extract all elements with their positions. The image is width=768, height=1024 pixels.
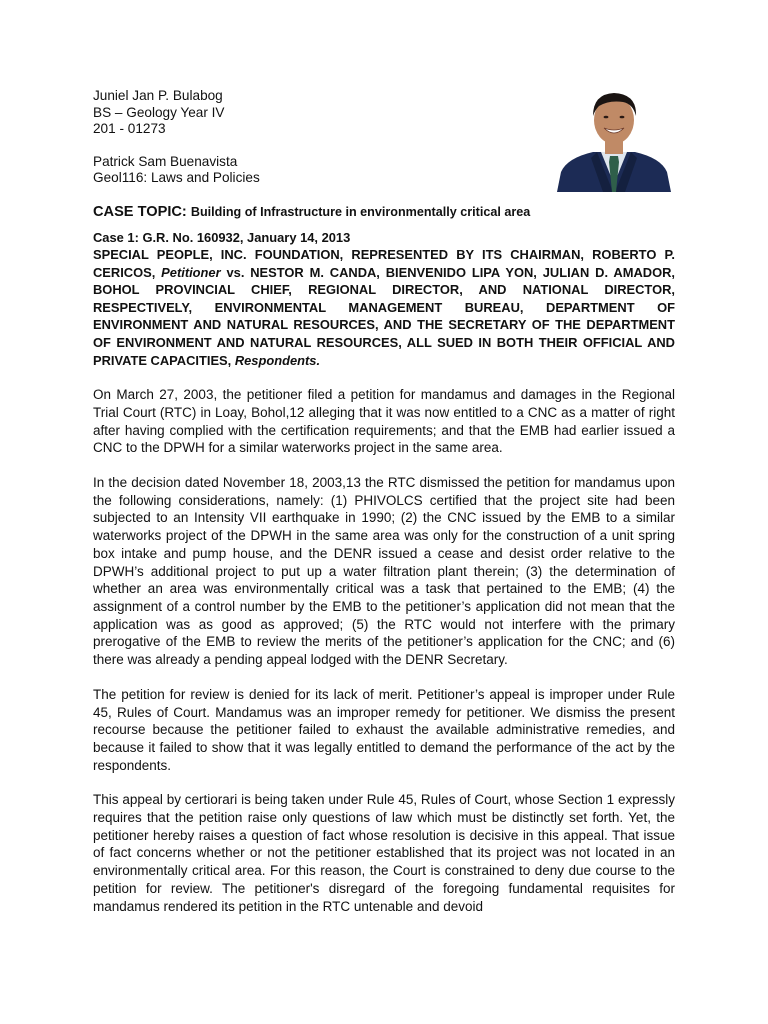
case-number: Case 1: G.R. No. 160932, January 14, 2013 [93, 229, 351, 245]
case-topic [93, 203, 675, 221]
parties-part1: SPECIAL PEOPLE, INC. FOUNDATION, REPRESENTED BY ITS CHAIRMAN, ROBERTO P. CERICOS, [93, 247, 675, 280]
respondents-label: Respondents. [234, 352, 321, 368]
instructor-name: Patrick Sam Buenavista [93, 153, 238, 169]
case-topic-label: CASE TOPIC: [93, 203, 187, 220]
case-parties [93, 246, 675, 369]
paragraph: This appeal by certiorari is being taken under Rule 45, Rules of Court, whose Section 1 expressly requires that the petition raise only questions of law which must be distinctly set forth. Yet, the petitioner hereby raises a question of fact whose resolution is decisive in this appeal. That issue of fact concerns whether or not the petitioner established that its project was not located in an environmentally critical area. For this reason, the Court is constrained to deny due course to the petition for review. The petitioner's disregard of the foregoing fundamental requisites for mandamus rendered its petition in the RTC untenable and devoid [93, 792, 675, 914]
parties-part2: vs. NESTOR M. CANDA, BIENVENIDO LIPA YON, JULIAN D. AMADOR, BOHOL PROVINCIAL CHIEF, REGIONAL DIRECTOR, AND NATIONAL DIRECTOR, RESPECTIVELY, ENVIRONMENTAL MANAGEMENT BUREAU, DEPARTMENT OF ENVIRONMENT AND NATURAL RESOURCES, AND THE SECRETARY OF THE DEPARTMENT OF ENVIRONMENT AND NATURAL RESOURCES, ALL SUED IN BOTH THEIR OFFICIAL AND PRIVATE CAPACITIES, [93, 264, 675, 368]
document-body [93, 88, 675, 915]
paragraph: The petition for review is denied for its lack of merit. Petitioner’s appeal is improper under Rule 45, Rules of Court. Mandamus was an improper remedy for petitioner. We dismiss the present recourse because the petitioner failed to exhaust the available administrative remedies, and because it failed to show that it was legally entitled to demand the performance of the act by the respondents. [93, 686, 675, 773]
program: BS – Geology Year IV [93, 104, 225, 120]
case-heading [93, 229, 675, 370]
case-topic-text: Building of Infrastructure in environmentally critical area [190, 204, 531, 219]
student-name: Juniel Jan P. Bulabog [93, 88, 223, 103]
paragraph: In the decision dated November 18, 2003,13 the RTC dismissed the petition for mandamus upon the following considerations, namely: (1) PHIVOLCS certified that the project site had been subjected to an Intensity VII earthquake in 1990; (2) the CNC issued by the EMB to a similar waterworks project of the DPWH in the same area was only for the construction of a unit spring box intake and pump house, and the DENR issued a cease and desist order relative to the DPWH’s additional project to put up a water filtration plant therein; (3) the determination of whether an area was environmentally critical was a task that pertained to the EMB; (4) the assignment of a control number by the EMB to the petitioner’s application did not mean that the application was as good as approved; (5) the RTC would not interfere with the primary prerogative of the EMB to review the merits of the petitioner’s application for the CNC; and (6) there was already a pending appeal lodged with the DENR Secretary. [93, 475, 675, 668]
course-name: Geol116: Laws and Policies [93, 170, 260, 185]
portrait-illustration [553, 88, 675, 192]
student-id: 201 - 01273 [93, 121, 166, 136]
student-photo [553, 88, 675, 192]
petitioner-label: Petitioner [161, 264, 221, 280]
paragraph: On March 27, 2003, the petitioner filed a petition for mandamus and damages in the Regional Trial Court (RTC) in Loay, Bohol,12 alleging that it was now entitled to a CNC as a matter of right after having complied with the certification requirements; and that the EMB had earlier issued a CNC to the DPWH for a similar waterworks project in the same area. [93, 387, 675, 456]
